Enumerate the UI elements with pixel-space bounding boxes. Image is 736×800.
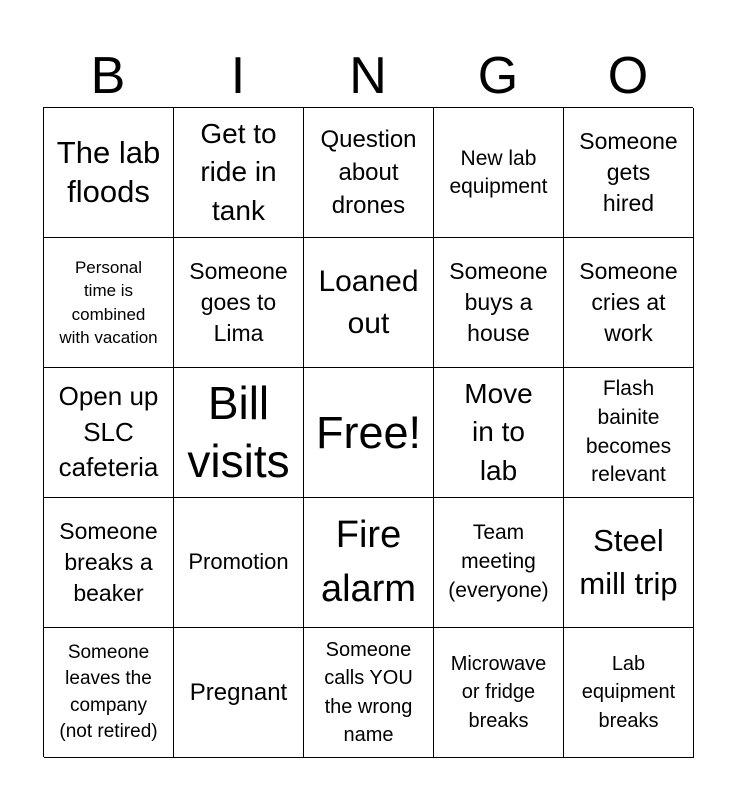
bingo-cell[interactable] <box>174 628 304 758</box>
bingo-header <box>43 44 693 108</box>
cell-text: Someone cries at work <box>579 257 678 347</box>
cell-text: Pregnant <box>189 678 288 706</box>
bingo-cell[interactable] <box>174 498 304 628</box>
free-space-cell[interactable] <box>304 368 434 498</box>
bingo-cell[interactable] <box>174 368 304 498</box>
bingo-board <box>43 107 693 757</box>
bingo-cell[interactable] <box>304 498 434 628</box>
cell-text: Question about drones <box>320 125 417 220</box>
bingo-cell[interactable] <box>44 238 174 368</box>
cell-text: Steel mill trip <box>579 522 678 601</box>
bingo-cell[interactable] <box>44 108 174 238</box>
bingo-cell[interactable] <box>174 108 304 238</box>
header-letter-g: G <box>477 47 519 105</box>
cell-text: Fire alarm <box>320 513 417 610</box>
bingo-cell[interactable] <box>304 628 434 758</box>
cell-text: Microwave or fridge breaks <box>450 652 547 732</box>
free-space-label: Free! <box>315 406 422 458</box>
cell-text: Get to ride in tank <box>200 118 277 226</box>
bingo-cell[interactable] <box>434 238 564 368</box>
header-letter-i: I <box>230 47 246 105</box>
cell-text: Someone goes to Lima <box>189 257 288 347</box>
cell-text: New lab equipment <box>449 146 548 198</box>
cell-text: Someone gets hired <box>579 127 678 217</box>
bingo-cell[interactable] <box>44 368 174 498</box>
bingo-cell[interactable] <box>434 628 564 758</box>
bingo-cell[interactable] <box>434 498 564 628</box>
cell-text: Lab equipment breaks <box>581 652 676 732</box>
bingo-cell[interactable] <box>564 498 694 628</box>
cell-text: Bill visits <box>187 377 290 487</box>
bingo-cell[interactable] <box>434 108 564 238</box>
cell-text: Promotion <box>188 549 289 575</box>
bingo-cell[interactable] <box>304 108 434 238</box>
bingo-cell[interactable] <box>564 628 694 758</box>
bingo-cell[interactable] <box>304 238 434 368</box>
bingo-cell[interactable] <box>564 238 694 368</box>
bingo-cell[interactable] <box>44 498 174 628</box>
header-letter-n: N <box>349 47 387 105</box>
cell-text: Someone buys a house <box>449 257 548 347</box>
bingo-cell[interactable] <box>44 628 174 758</box>
bingo-cell[interactable] <box>174 238 304 368</box>
cell-text: Flash bainite becomes relevant <box>585 377 672 487</box>
bingo-cell[interactable] <box>564 368 694 498</box>
header-letter-b: B <box>90 47 126 105</box>
bingo-cell[interactable] <box>434 368 564 498</box>
cell-text: Loaned out <box>318 265 419 340</box>
header-letter-o: O <box>607 47 649 105</box>
cell-text: Personal time is combined with vacation <box>59 257 158 347</box>
cell-text: Open up SLC cafeteria <box>58 381 159 483</box>
cell-text: Team meeting (everyone) <box>448 521 549 602</box>
cell-text: Someone calls YOU the wrong name <box>324 638 413 746</box>
cell-text: Someone breaks a beaker <box>59 517 158 607</box>
cell-text: Move in to lab <box>464 378 533 486</box>
cell-text: The lab floods <box>56 134 161 209</box>
cell-text: Someone leaves the company (not retired) <box>59 642 158 742</box>
bingo-cell[interactable] <box>564 108 694 238</box>
